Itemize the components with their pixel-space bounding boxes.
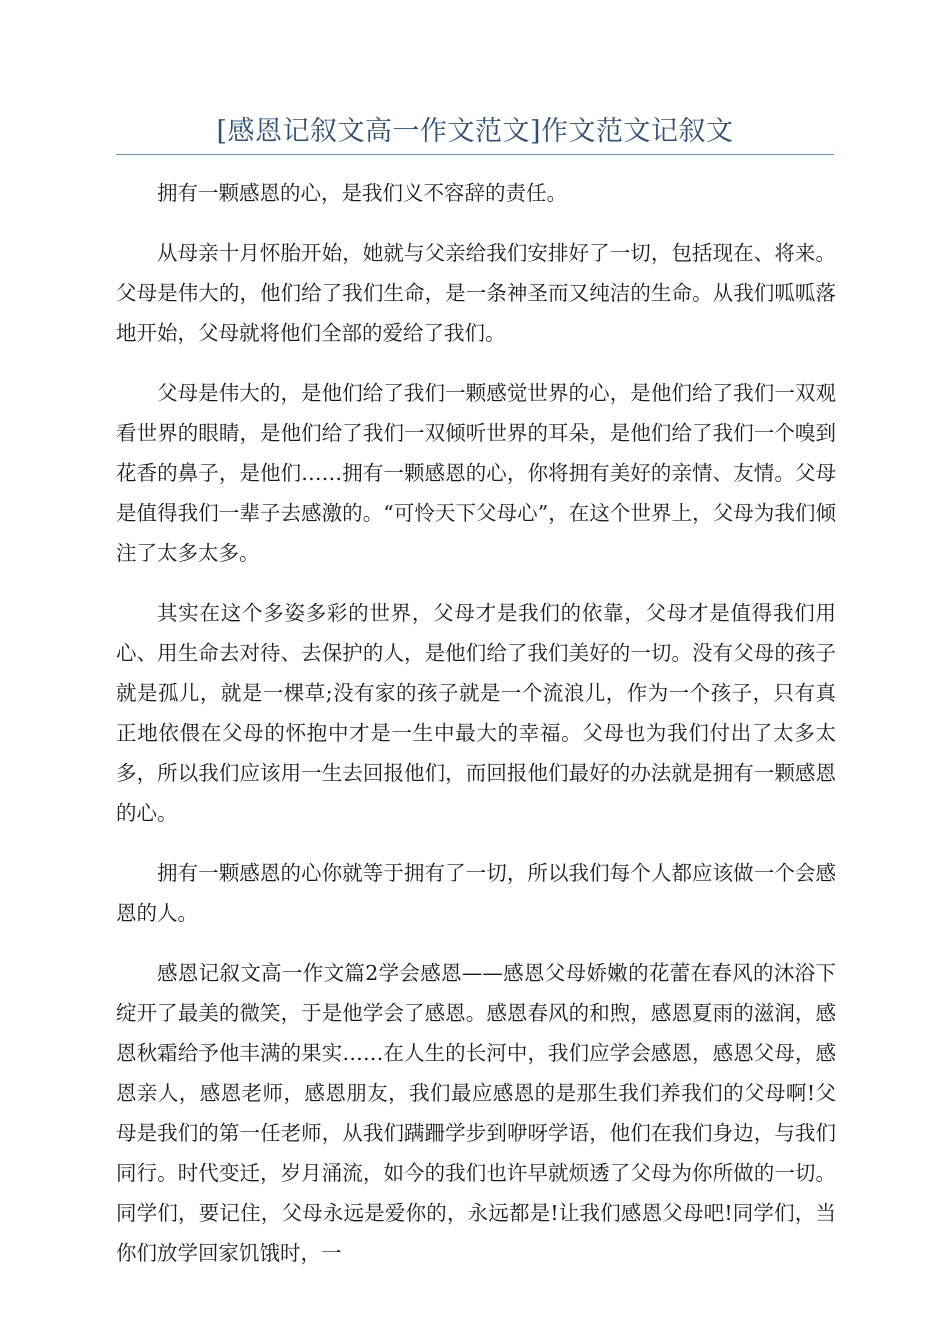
- paragraph-1: 拥有一颗感恩的心，是我们义不容辞的责任。: [157, 181, 567, 205]
- paragraph-5: 拥有一颗感恩的心你就等于拥有了一切，所以我们每个人都应该做一个会感恩的人。: [116, 861, 836, 925]
- document-title: [感恩记叙文高一作文范文]作文范文记叙文: [216, 116, 734, 147]
- paragraph-4: 其实在这个多姿多彩的世界，父母才是我们的依靠，父母才是值得我们用心、用生命去对待、去保护的人，是他们给了我们美好的一切。没有父母的孩子就是孤儿，就是一棵草;没有家的孩子就是一个流浪儿，作为一个孩子，只有真正地依偎在父母的怀抱中才是一生中最大的幸福。父母也为我们付出了太多太多，所以我们应该用一生去回报他们，而回报他们最好的办法就是拥有一颗感恩的心。: [116, 601, 836, 825]
- title-underline: [116, 154, 834, 155]
- paragraph-6: 感恩记叙文高一作文篇2学会感恩——感恩父母娇嫩的花蕾在春风的沐浴下绽开了最美的微笑，于是他学会了感恩。感恩春风的和煦，感恩夏雨的滋润，感恩秋霜给予他丰满的果实……在人生的长河中，我们应学会感恩，感恩父母，感恩亲人，感恩老师，感恩朋友，我们最应感恩的是那生我们养我们的父母啊!父母是我们的第一任老师，从我们蹒跚学步到咿呀学语，他们在我们身边，与我们同行。时代变迁，岁月涌流，如今的我们也许早就烦透了父母为你所做的一切。同学们，要记住，父母永远是爱你的，永远都是!让我们感恩父母吧!同学们，当你们放学回家饥饿时，一: [116, 961, 836, 1265]
- document-body: [116, 173, 836, 1293]
- paragraph-2: 从母亲十月怀胎开始，她就与父亲给我们安排好了一切，包括现在、将来。父母是伟大的，他们给了我们生命，是一条神圣而又纯洁的生命。从我们呱呱落地开始，父母就将他们全部的爱给了我们。: [116, 241, 836, 345]
- paragraph-3: 父母是伟大的，是他们给了我们一颗感觉世界的心，是他们给了我们一双观看世界的眼睛，是他们给了我们一双倾听世界的耳朵，是他们给了我们一个嗅到花香的鼻子，是他们……拥有一颗感恩的心，你将拥有美好的亲情、友情。父母是值得我们一辈子去感激的。“可怜天下父母心”，在这个世界上，父母为我们倾注了太多太多。: [116, 381, 836, 565]
